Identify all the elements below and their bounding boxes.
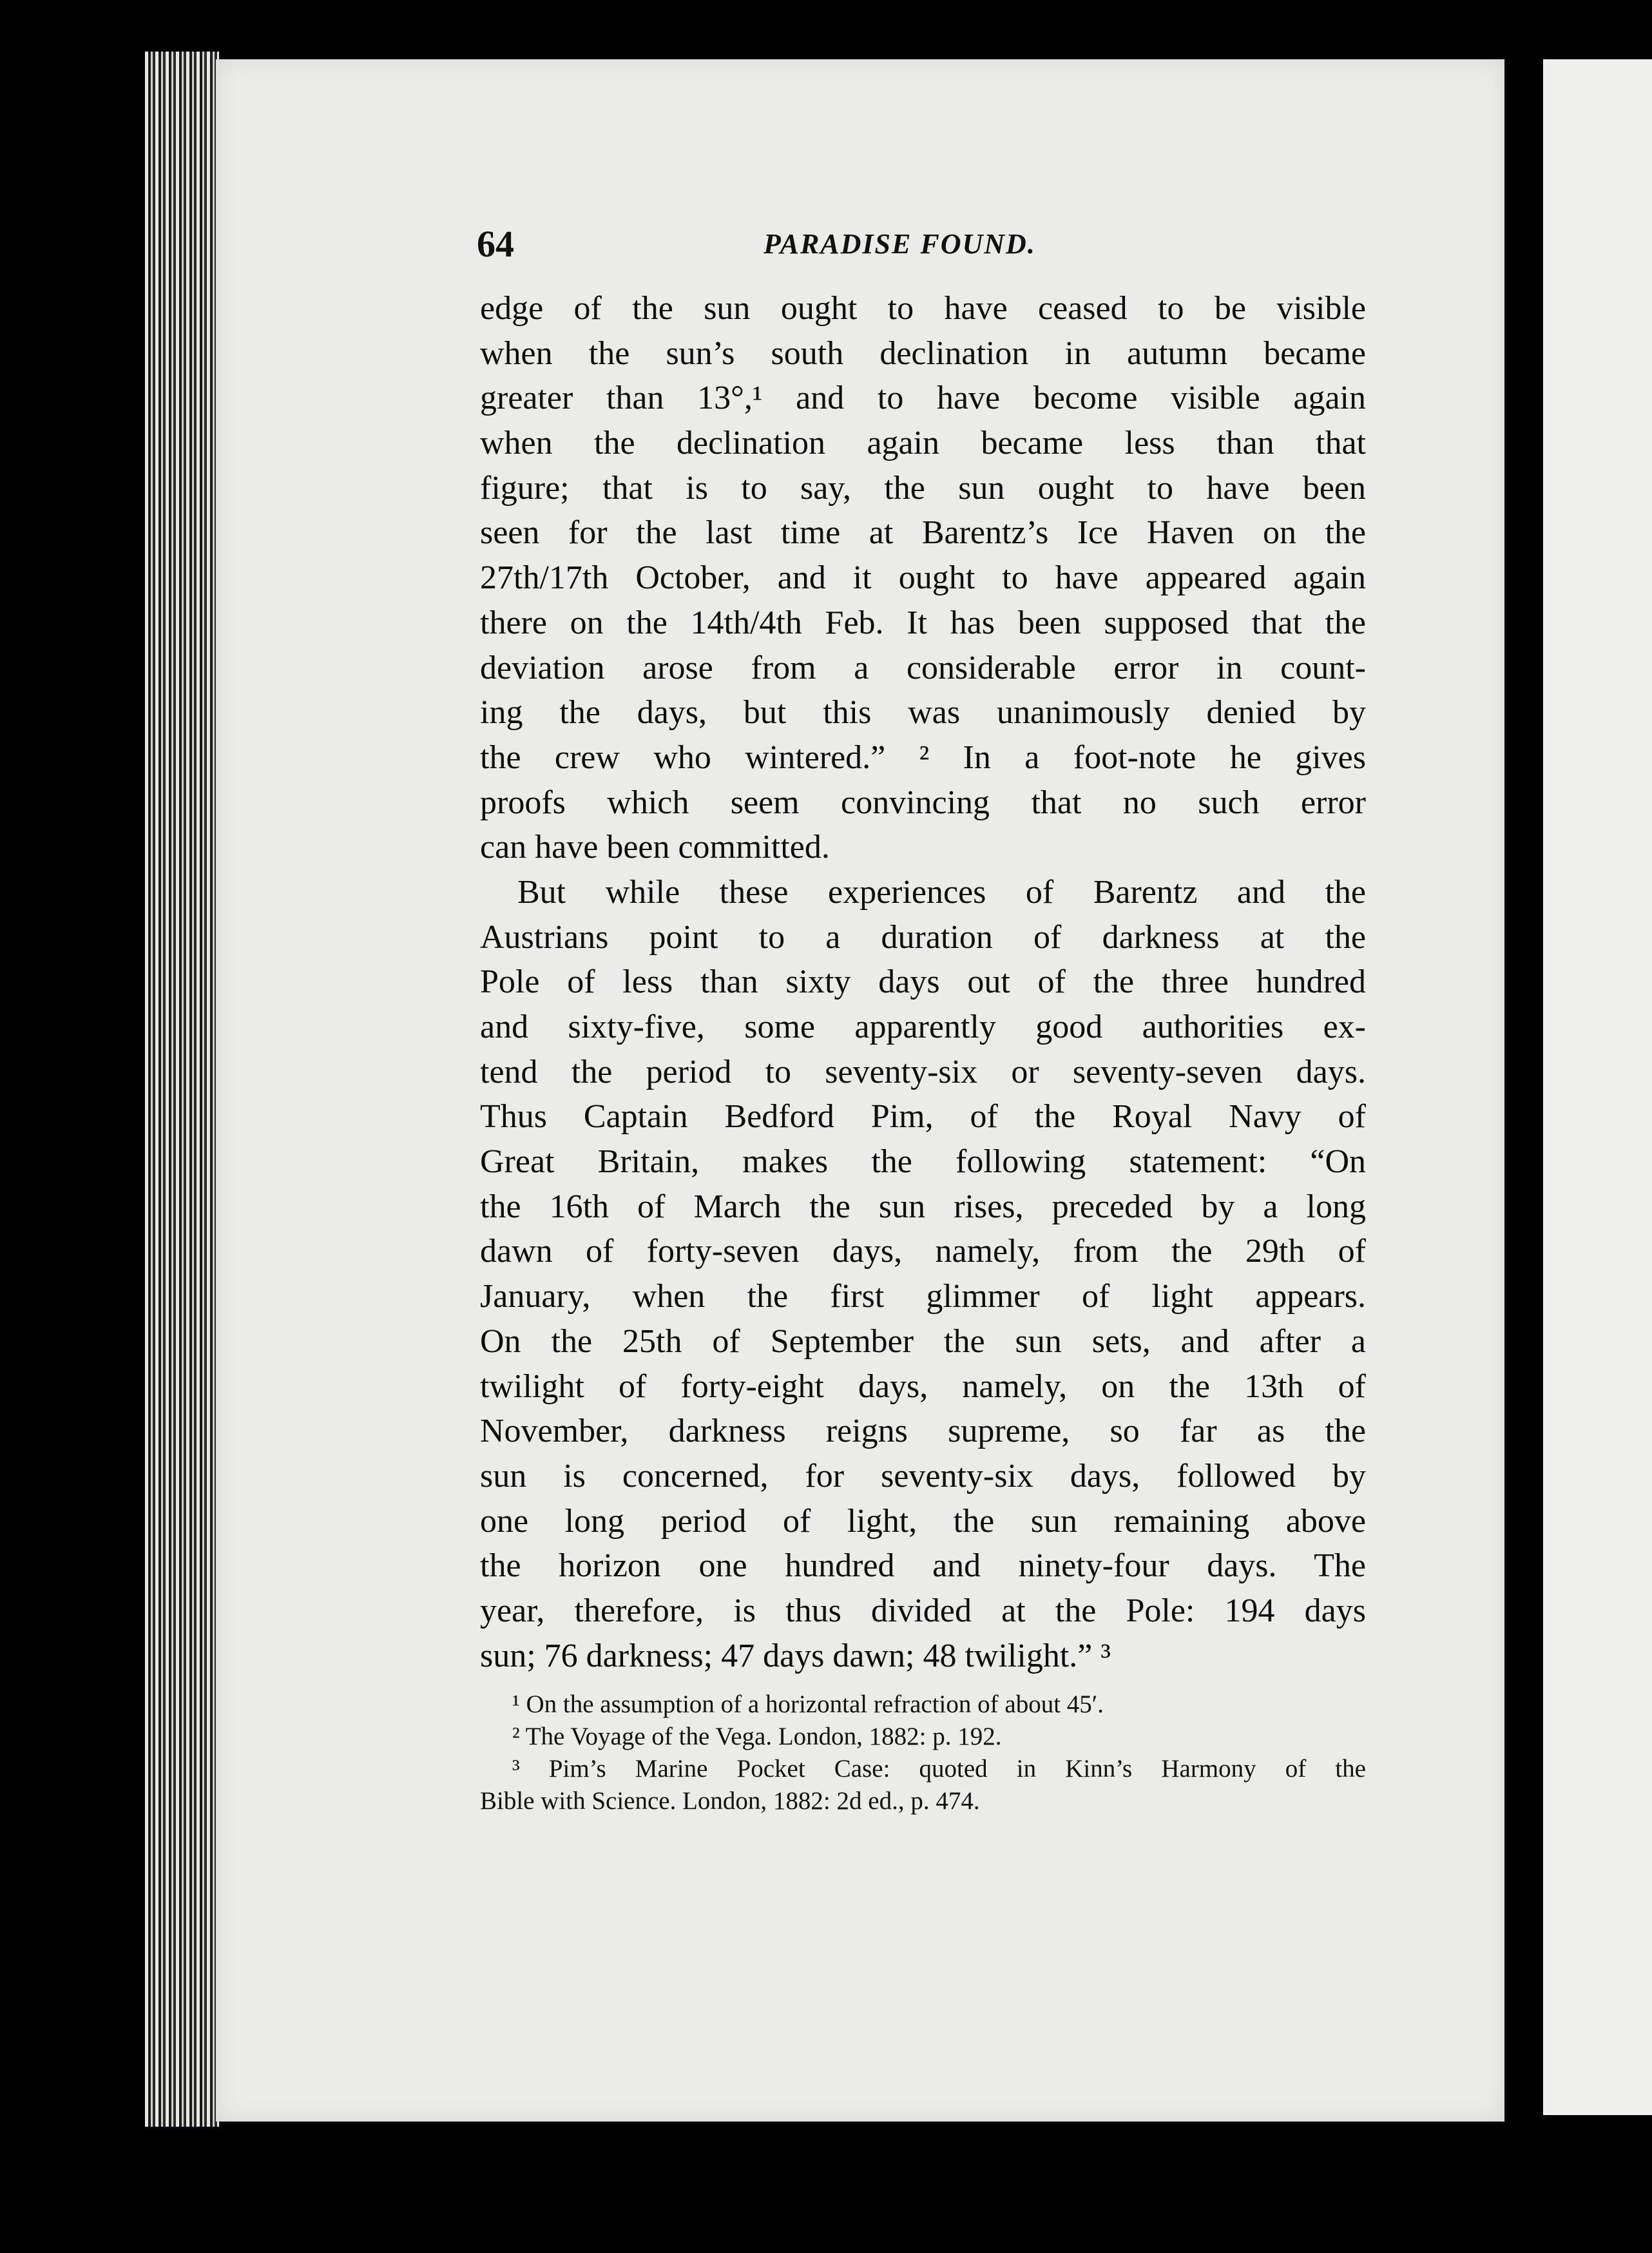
text-line: the horizon one hundred and ninety-four days. The	[480, 1547, 1366, 1585]
text-line: when the sun’s south declination in autumn became	[480, 334, 1366, 372]
text-line: Great Britain, makes the following statement: “On	[480, 1143, 1366, 1181]
text-line: January, when the first glimmer of light appears.	[480, 1278, 1366, 1315]
text-line: can have been committed.	[480, 829, 830, 866]
text-line: On the 25th of September the sun sets, and after a	[480, 1322, 1366, 1360]
footnotes	[480, 1688, 1366, 1817]
text-line: when the declination again became less than that	[480, 425, 1366, 462]
text-line: ing the days, but this was unanimously denied by	[480, 694, 1366, 731]
text-line: the 16th of March the sun rises, preceded by a long	[480, 1188, 1366, 1225]
page-header	[477, 222, 1369, 274]
footnote-2: ² The Voyage of the Vega. London, 1882: p. 192.	[512, 1723, 1002, 1750]
text-line: year, therefore, is thus divided at the Pole: 194 days	[480, 1592, 1366, 1629]
text-line: November, darkness reigns supreme, so far as the	[480, 1413, 1366, 1450]
text-line: sun; 76 darkness; 47 days dawn; 48 twilight.” ³	[480, 1637, 1111, 1674]
running-title: PARADISE FOUND.	[764, 228, 1036, 260]
text-line: proofs which seem convincing that no such error	[480, 784, 1366, 821]
page-number: 64	[477, 223, 514, 265]
text-line: Pole of less than sixty days out of the three hundred	[480, 963, 1366, 1001]
text-line: tend the period to seventy-six or seventy-seven days.	[480, 1053, 1366, 1090]
body-text	[480, 286, 1366, 1678]
footnote-3: ³ Pim’s Marine Pocket Case: quoted in Kinn’s Harmony of the	[512, 1755, 1366, 1783]
footnote-3-continued: Bible with Science. London, 1882: 2d ed., p. 474.	[480, 1787, 980, 1815]
text-line: the crew who wintered.” ² In a foot-note he gives	[480, 739, 1366, 776]
text-line: greater than 13°,¹ and to have become visible again	[480, 380, 1366, 417]
text-line: sun is concerned, for seventy-six days, followed by	[480, 1457, 1366, 1494]
text-line: 27th/17th October, and it ought to have appeared again	[480, 559, 1366, 597]
text-line: dawn of forty-seven days, namely, from the 29th of	[480, 1233, 1366, 1270]
text-line: seen for the last time at Barentz’s Ice Haven on the	[480, 514, 1366, 552]
page-edges	[145, 52, 219, 2127]
footnote-1: ¹ On the assumption of a horizontal refraction of about 45′.	[512, 1690, 1104, 1718]
text-line: Austrians point to a duration of darkness at the	[480, 918, 1366, 956]
text-line: figure; that is to say, the sun ought to have been	[480, 469, 1366, 507]
text-line: one long period of light, the sun remaining above	[480, 1502, 1366, 1540]
text-line: there on the 14th/4th Feb. It has been supposed that the	[480, 604, 1366, 641]
text-line: twilight of forty-eight days, namely, on the 13th of	[480, 1368, 1366, 1405]
text-line: edge of the sun ought to have ceased to be visible	[480, 290, 1366, 327]
facing-page-edge	[1543, 59, 1652, 2115]
text-line: But while these experiences of Barentz and the	[517, 873, 1366, 911]
text-line: deviation arose from a considerable error in count-	[480, 649, 1366, 686]
text-line: and sixty-five, some apparently good authorities ex-	[480, 1009, 1366, 1045]
text-line: Thus Captain Bedford Pim, of the Royal Navy of	[480, 1098, 1366, 1136]
